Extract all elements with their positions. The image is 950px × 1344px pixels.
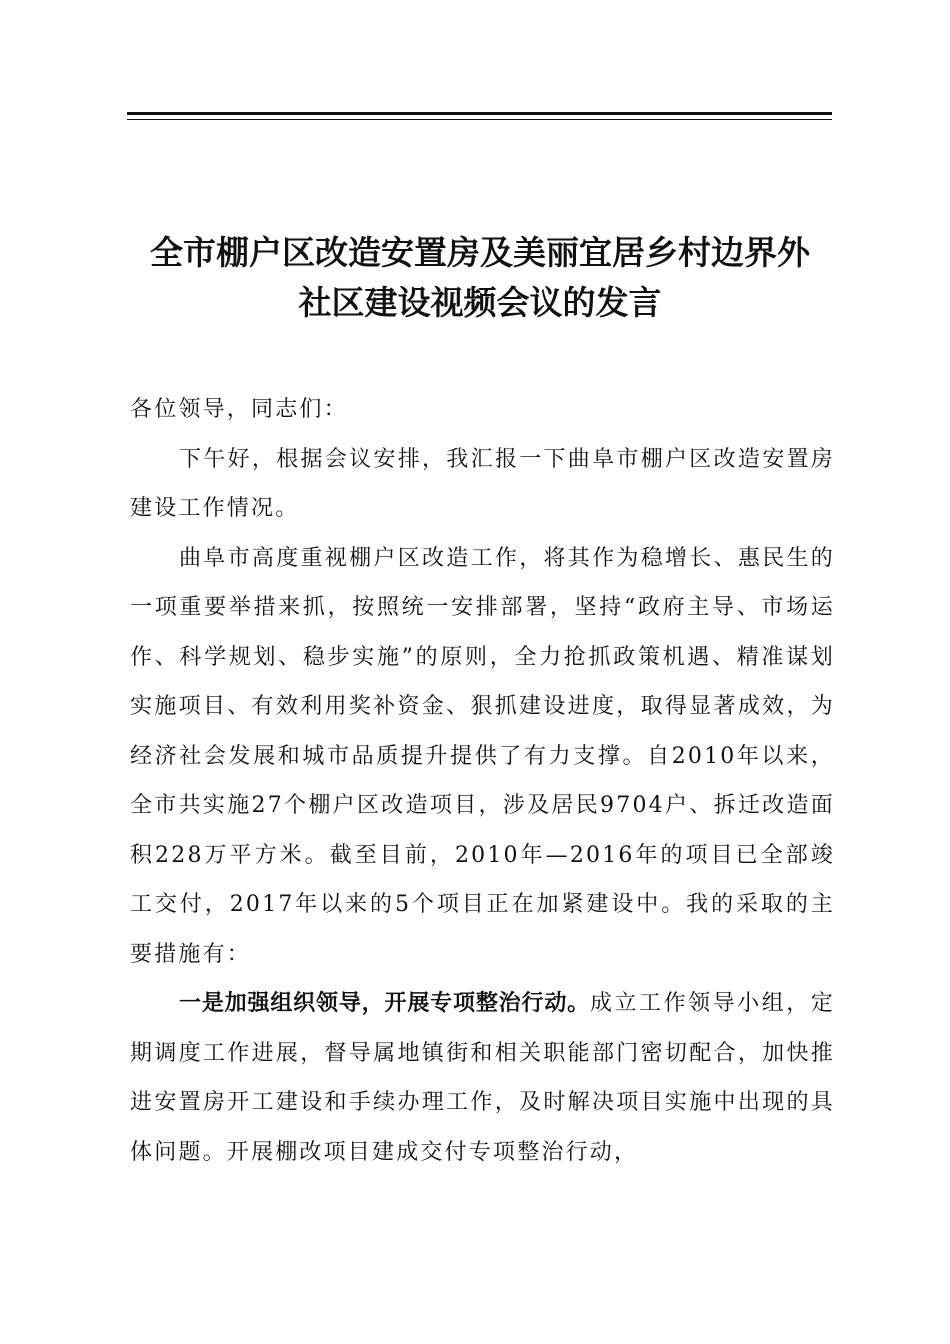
document-body [130, 385, 835, 1177]
salutation: 各位领导，同志们： [130, 397, 348, 422]
paragraph-3-text: 成立工作领导小组，定期调度工作进展，督导属地镇街和相关职能部门密切配合，加快推进安置房开工建设和手续办理工作，及时解决项目实施中出现的具体问题。开展棚改项目建成交付专项整治行动， [130, 991, 835, 1165]
paragraph-2: 曲阜市高度重视棚户区改造工作，将其作为稳增长、惠民生的一项重要举措来抓，按照统一安排部署，坚持“政府主导、市场运作、科学规划、稳步实施”的原则，全力抢抓政策机遇、精准谋划实施项目、有效利用奖补资金、狠抓建设进度，取得显著成效，为经济社会发展和城市品质提升提供了有力支撑。自2010年以来，全市共实施27个棚户区改造项目，涉及居民9704户、拆迁改造面积228万平方米。截至目前，2010年—2016年的项目已全部竣工交付，2017年以来的5个项目正在加紧建设中。我的采取的主要措施有： [130, 545, 835, 967]
title-line-1: 全市棚户区改造安置房及美丽宜居乡村边界外 [150, 233, 810, 272]
paragraph-1: 下午好，根据会议安排，我汇报一下曲阜市棚户区改造安置房建设工作情况。 [130, 446, 835, 521]
document-title [120, 228, 840, 328]
header-rule-thick [127, 112, 832, 115]
paragraph-3-lead: 一是加强组织领导，开展专项整治行动。 [179, 991, 590, 1016]
paragraph-3 [130, 979, 835, 1177]
title-line-2: 社区建设视频会议的发言 [298, 283, 662, 322]
header-rule-thin [127, 119, 832, 120]
